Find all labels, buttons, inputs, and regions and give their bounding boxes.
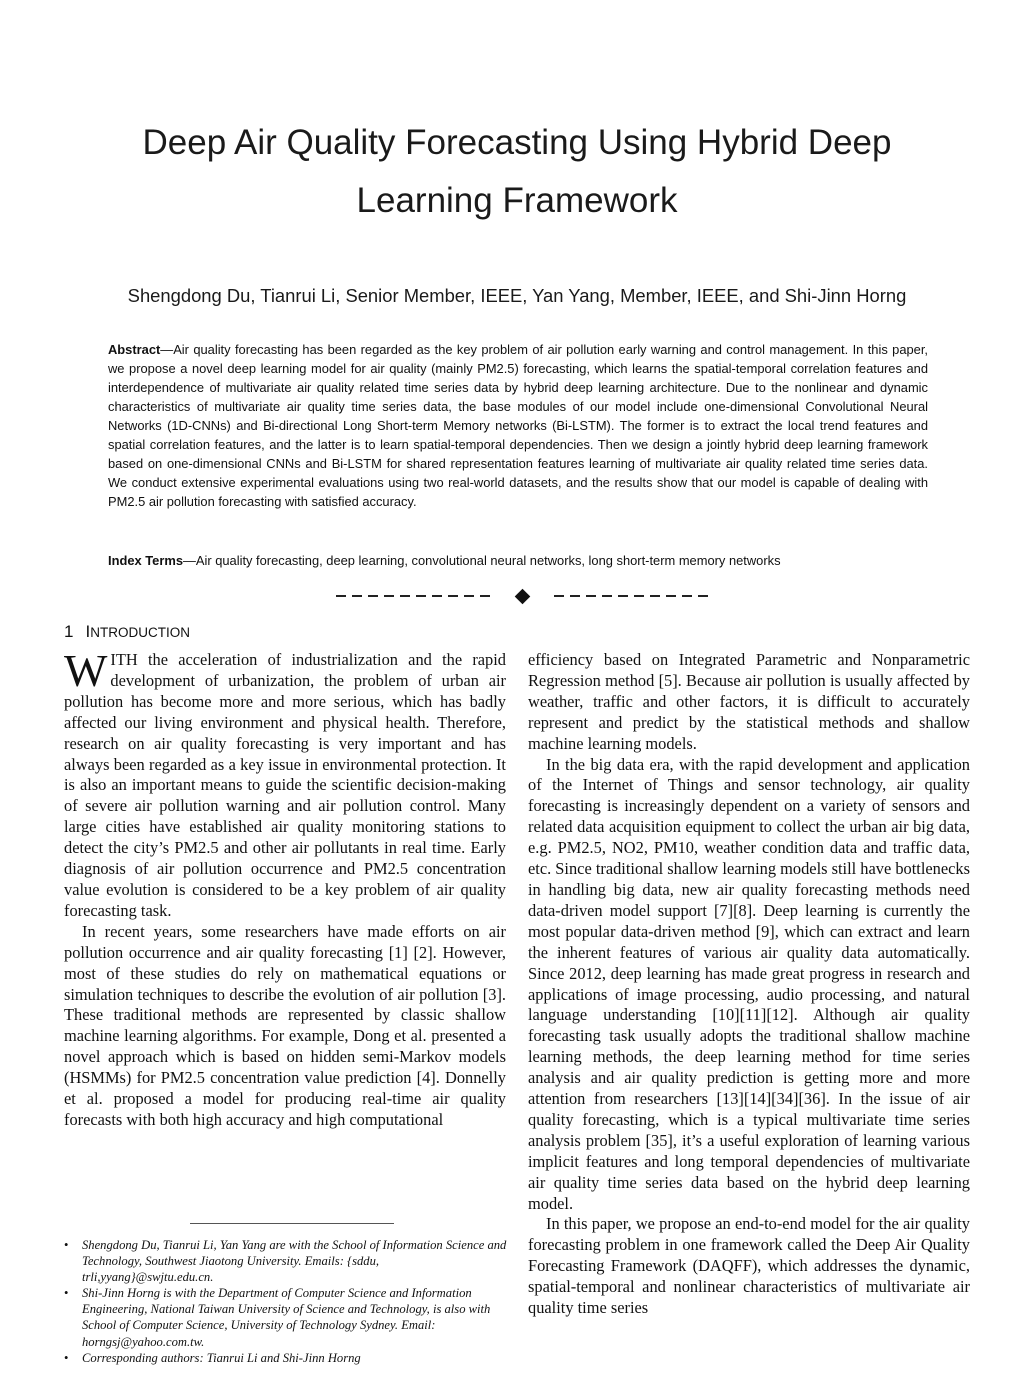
author-list: Shengdong Du, Tianrui Li, Senior Member, IEEE, Yan Yang, Member, IEEE, and Shi-Jinn Horng	[127, 285, 907, 306]
footnote-text: Shengdong Du, Tianrui Li, Yan Yang are with the School of Information Science and Technology, Southwest Jiaotong University. Emails: {sddu, trli,yyang}@swjtu.edu.cn.	[82, 1238, 507, 1285]
abstract-text: —Air quality forecasting has been regarded as the key problem of air pollution early warning and control management. In this paper, we propose a novel deep learning model for air quality (mainly PM2.5) forecasting, which learns the spatial-temporal correlation features and interdependence of multivariate air quality related time series data by hybrid deep learning architecture. Due to the nonlinear and dynamic characteristics of multivariate air quality time series data, the base modules of our model include one-dimensional Convolutional Neural Networks (1D-CNNs) and Bi-directional Long Short-term Memory networks (Bi-LSTM). The former is to extract the local trend features and spatial correlation features, and the latter is to learn spatial-temporal dependencies. Then we design a jointly hybrid deep learning framework based on one-dimensional CNNs and Bi-LSTM for shared representation features learning of multivariate air quality related time series data. We conduct extensive experimental evaluations using two real-world datasets, and the results show that our model is capable of dealing with PM2.5 air pollution forecasting with satisfied accuracy.	[108, 342, 928, 509]
bullet-icon: •	[64, 1238, 69, 1252]
bullet-icon: •	[64, 1286, 69, 1301]
body-paragraph	[64, 645, 506, 922]
section-number: 1	[64, 622, 74, 641]
bullet-icon: •	[64, 1350, 69, 1365]
footnote-item	[64, 1350, 510, 1366]
body-paragraph: In the big data era, with the rapid development and application of the Internet of Things and sensor technology, air quality forecasting is increasingly dependent on a variety of sensors and related data acquisition equipment to collect the urban air big data, e.g. PM2.5, NO2, PM10, weather condition data and traffic data, etc. Since traditional shallow learning models still have bottlenecks in handling big data, new air quality forecasting methods need data-driven model support [7][8]. Deep learning is currently the most popular data-driven method [9], which can extract and learn the inherent features of various air quality data automatically. Since 2012, deep learning has made great progress in research and applications of image processing, audio processing, and natural language understanding [10][11][12]. Although air quality forecasting task usually adopts the traditional shallow machine learning methods, the deep learning method for time series analysis and air quality prediction is getting more and more attention from researchers [13][14][34][36]. In the issue of air quality forecasting, which is a typical multivariate time series analysis problem [35], it’s a useful exploration of learning various implicit features and long temporal dependencies of multivariate air quality time series data based on the hybrid deep learning model.	[528, 754, 970, 1213]
body-paragraph: efficiency based on Integrated Parametric and Nonparametric Regression method [5]. Because air pollution is usually affected by weather, traffic and other factors, it is difficult to accurately represent and predict by the statistical methods and shallow machine learning models.	[528, 650, 970, 753]
footnote-rule	[190, 1223, 394, 1224]
body-paragraph: In recent years, some researchers have made efforts on air pollution occurrence and air quality forecasting [1] [2]. However, most of these studies do rely on mathematical equations or simulation techniques to describe the evolution of air pollution [3]. These traditional methods are represented by classic shallow machine learning algorithms. For example, Dong et al. presented a novel approach which is based on hidden semi-Markov models (HSMMs) for PM2.5 concentration value prediction [4]. Donnelly et al. proposed a model for producing real-time air quality forecasts with both high accuracy and high computational	[64, 921, 506, 1129]
index-terms-label: Index Terms	[108, 553, 183, 568]
body-column-left	[64, 645, 506, 1131]
paper-title	[80, 114, 954, 230]
footnote-item	[64, 1237, 510, 1285]
footnote-list	[64, 1237, 510, 1366]
paper-title-line2: Learning Framework	[356, 181, 678, 220]
body-paragraph-text: ITH the acceleration of industrialization and the rapid development of urbanization, the problem of urban air pollution has become more and more serious, which has badly affected our living environment and physical health. Therefore, research on air quality forecasting is very important and has always been regarded as a key issue in environmental protection. It is also an important means to guide the scientific decision-making of severe air pollution warning and air pollution control. Many large cities have established air quality monitoring stations to detect the city’s PM2.5 and other air pollutants in real time. Early diagnosis of air pollution occurrence and PM2.5 concentration value evolution is considered to be a key problem of air quality forecasting task.	[64, 650, 506, 920]
footnote-text: Shi-Jinn Horng is with the Department of Computer Science and Information Engineering, National Taiwan University of Science and Technology, is also with School of Computer Science, University of Technology Sydney. Email: horngsj@yahoo.com.tw.	[82, 1286, 491, 1349]
section-title-initial: I	[85, 622, 91, 641]
index-terms	[108, 551, 928, 570]
section-divider	[336, 586, 708, 606]
abstract-label: Abstract	[108, 342, 161, 357]
divider-diamond-icon	[514, 588, 530, 604]
drop-cap: W	[64, 645, 108, 696]
paper-title-line1: Deep Air Quality Forecasting Using Hybrid Deep	[142, 123, 892, 162]
section-heading-introduction	[64, 620, 190, 645]
footnote-text: Corresponding authors: Tianrui Li and Shi-Jinn Horng	[82, 1350, 361, 1365]
body-paragraph: In this paper, we propose an end-to-end model for the air quality forecasting problem in one framework called the Deep Air Quality Forecasting Framework (DAQFF), which addresses the dynamic, spatial-temporal and nonlinear characteristics of multivariate air quality time series	[528, 1214, 970, 1318]
footnote-item	[64, 1285, 510, 1349]
body-column-right	[528, 650, 970, 1319]
index-terms-text: —Air quality forecasting, deep learning, convolutional neural networks, long short-term memory networks	[182, 553, 781, 568]
abstract	[108, 340, 928, 511]
section-title-rest: NTRODUCTION	[90, 625, 190, 640]
divider-dashes-left	[336, 595, 490, 597]
divider-dashes-right	[554, 595, 708, 597]
